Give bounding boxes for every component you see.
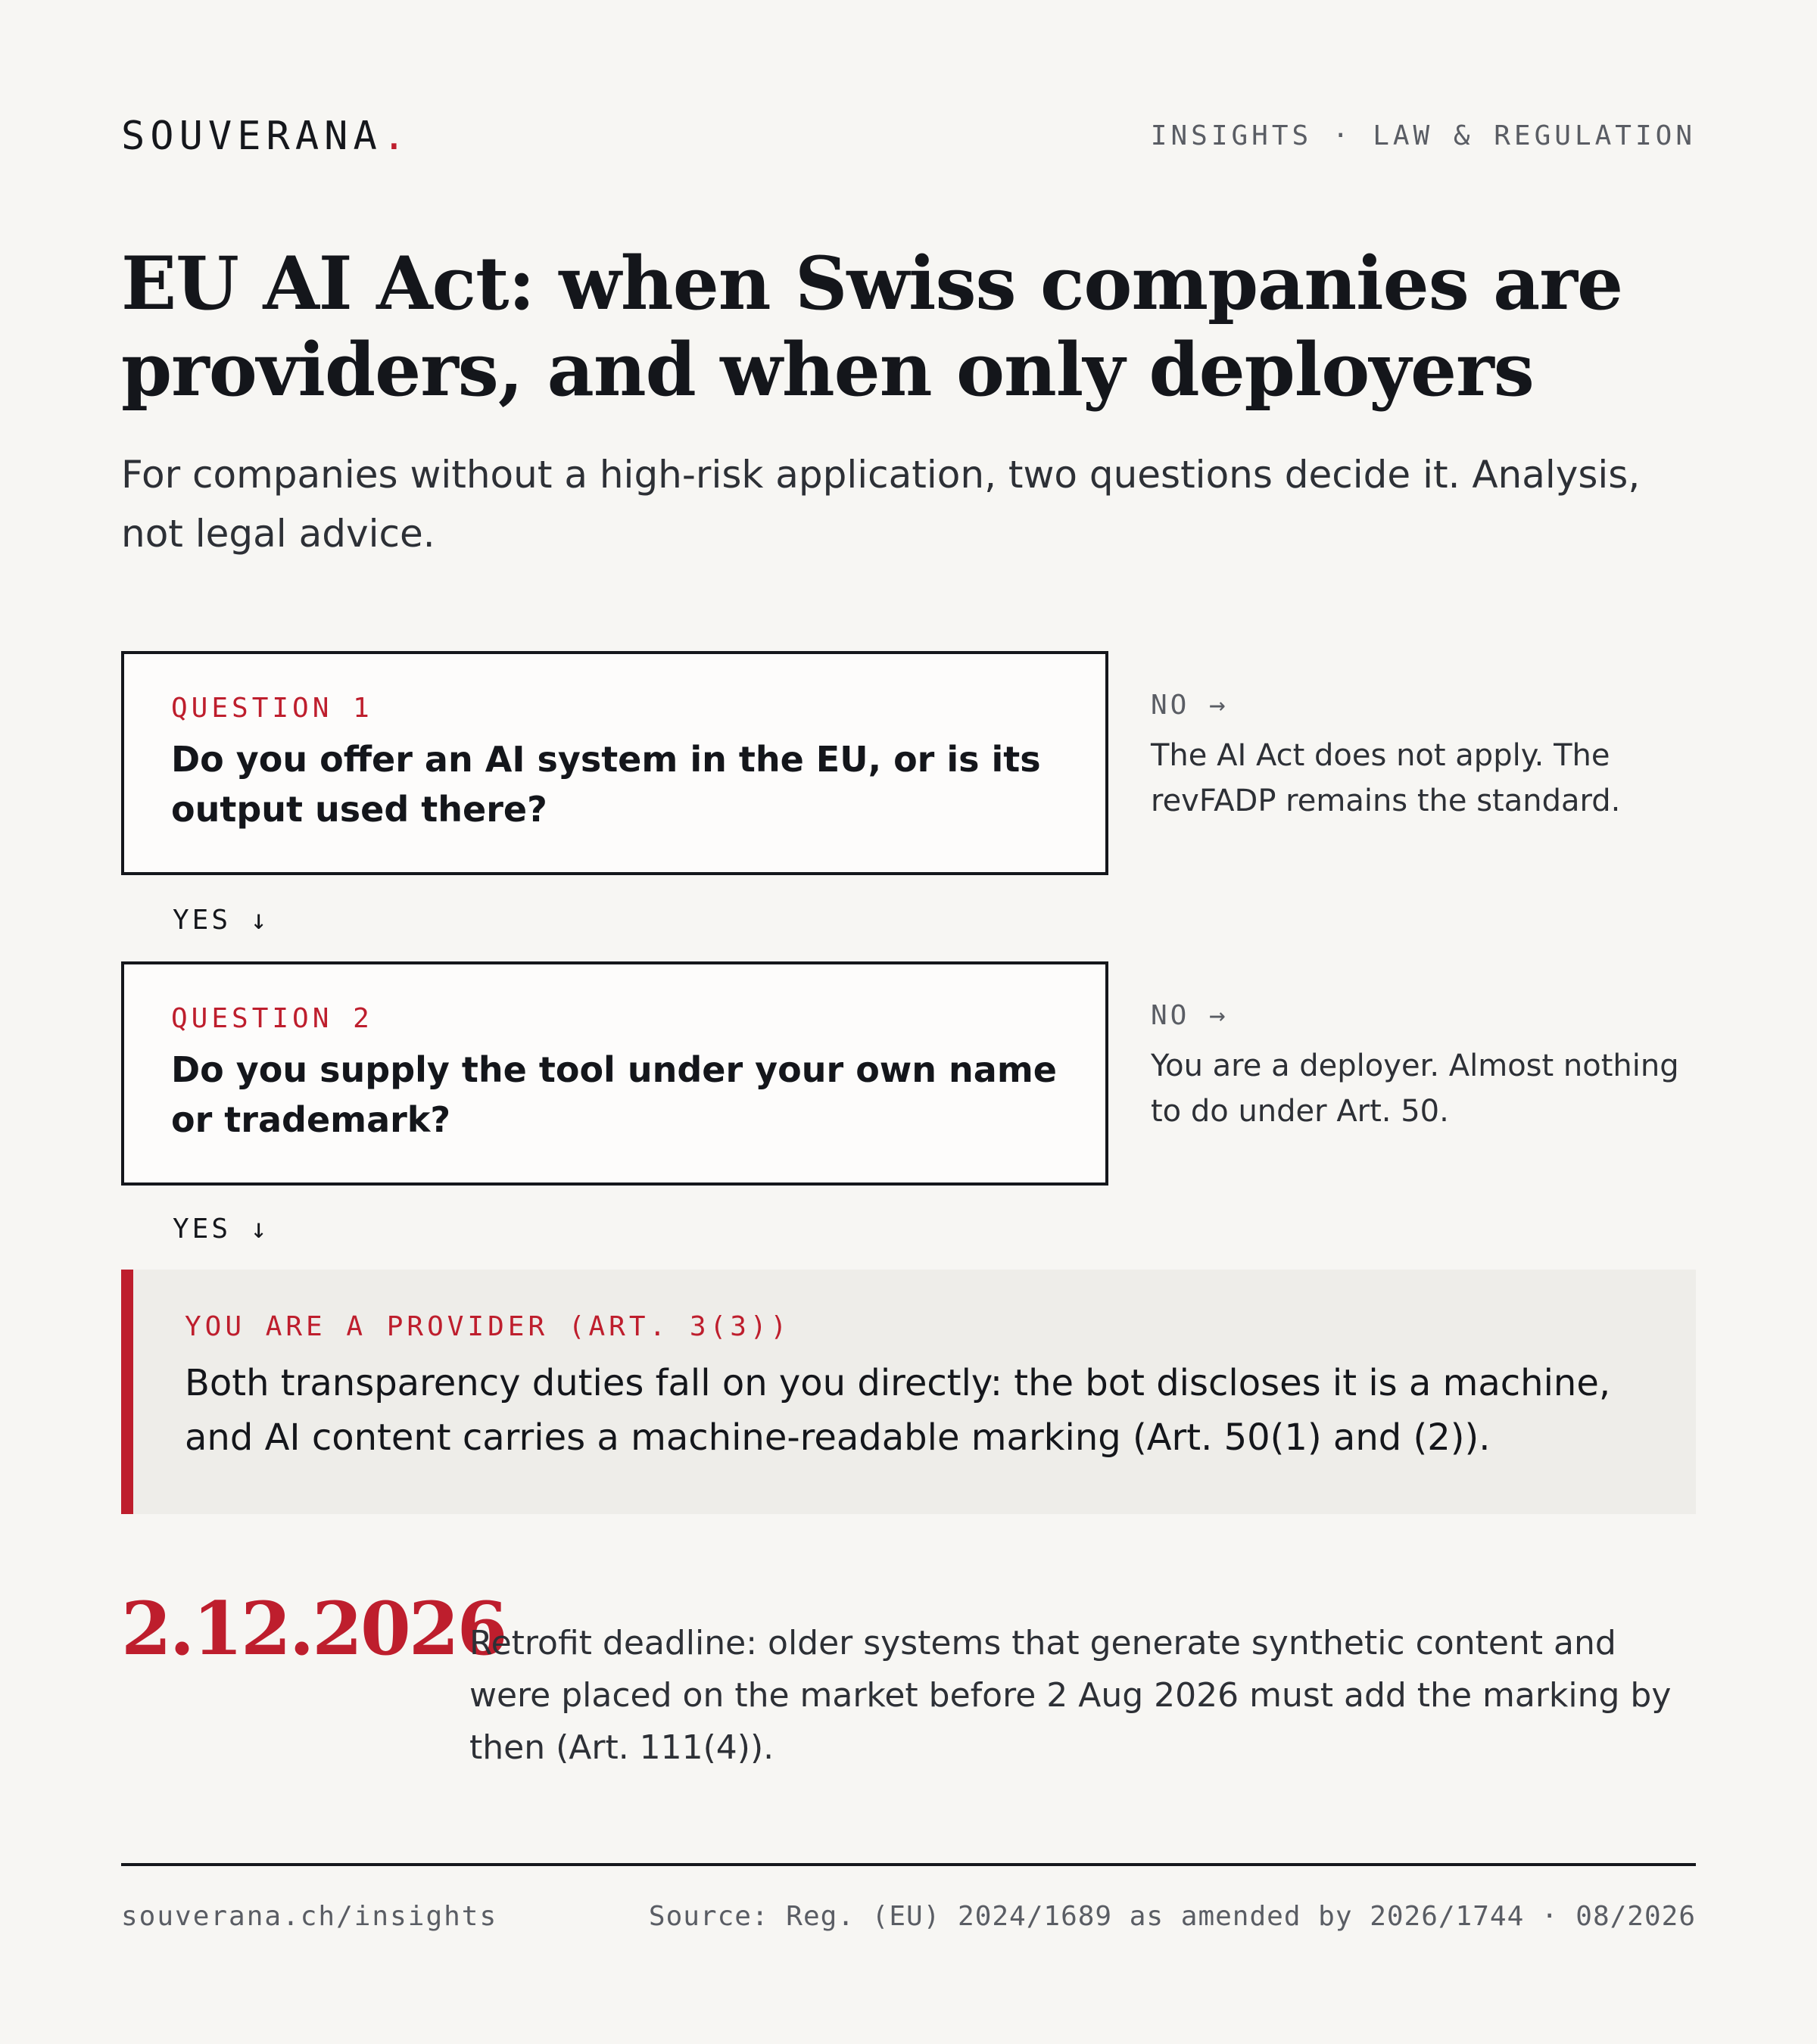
brand-logo[interactable]: [121, 114, 411, 159]
result-text: Both transparency duties fall on you directly: the bot discloses it is a machine, and AI content carries a machine-readable marking (Art. 50(1) and (2)).: [185, 1362, 1611, 1459]
section-label: INSIGHTS · LAW & REGULATION: [1150, 120, 1696, 151]
header: [121, 114, 1696, 159]
question-2-yes-label: YES ↓: [173, 1214, 270, 1245]
deadline-date: 2.12.2026: [121, 1586, 506, 1672]
result-label: YOU ARE A PROVIDER (ART. 3(3)): [185, 1311, 791, 1342]
brand-name: SOUVERANA: [121, 114, 382, 159]
result-box: [121, 1270, 1696, 1514]
brand-dot: .: [382, 114, 412, 159]
question-1-box: [121, 651, 1108, 875]
question-1-label: QUESTION 1: [171, 693, 373, 724]
question-1-no-branch: [1151, 687, 1696, 824]
question-1-text: Do you offer an AI system in the EU, or is its output used there?: [171, 739, 1041, 830]
footer-source: Source: Reg. (EU) 2024/1689 as amended by 2026/1744 · 08/2026: [648, 1901, 1696, 1932]
page-title: EU AI Act: when Swiss companies are providers, and when only deployers: [121, 241, 1623, 413]
question-1-no-label: NO →: [1151, 690, 1229, 721]
question-2-no-label: NO →: [1151, 1000, 1229, 1031]
question-2-no-text: You are a deployer. Almost nothing to do under Art. 50.: [1151, 1048, 1679, 1129]
question-2-no-branch: [1151, 998, 1696, 1134]
page-subtitle: For companies without a high-risk application, two questions decide it. Analysis, not legal advice.: [121, 453, 1641, 556]
footer-divider: [121, 1863, 1696, 1866]
question-2-label: QUESTION 2: [171, 1003, 373, 1034]
question-2-text: Do you supply the tool under your own name or trademark?: [171, 1049, 1057, 1140]
footer-link[interactable]: souverana.ch/insights: [121, 1901, 498, 1932]
question-2-box: [121, 961, 1108, 1186]
question-1-no-text: The AI Act does not apply. The revFADP remains the standard.: [1151, 738, 1621, 818]
question-1-yes-label: YES ↓: [173, 905, 270, 936]
deadline-text: Retrofit deadline: older systems that generate synthetic content and were placed on the market before 2 Aug 2026 must add the marking by then (Art. 111(4)).: [469, 1624, 1672, 1767]
